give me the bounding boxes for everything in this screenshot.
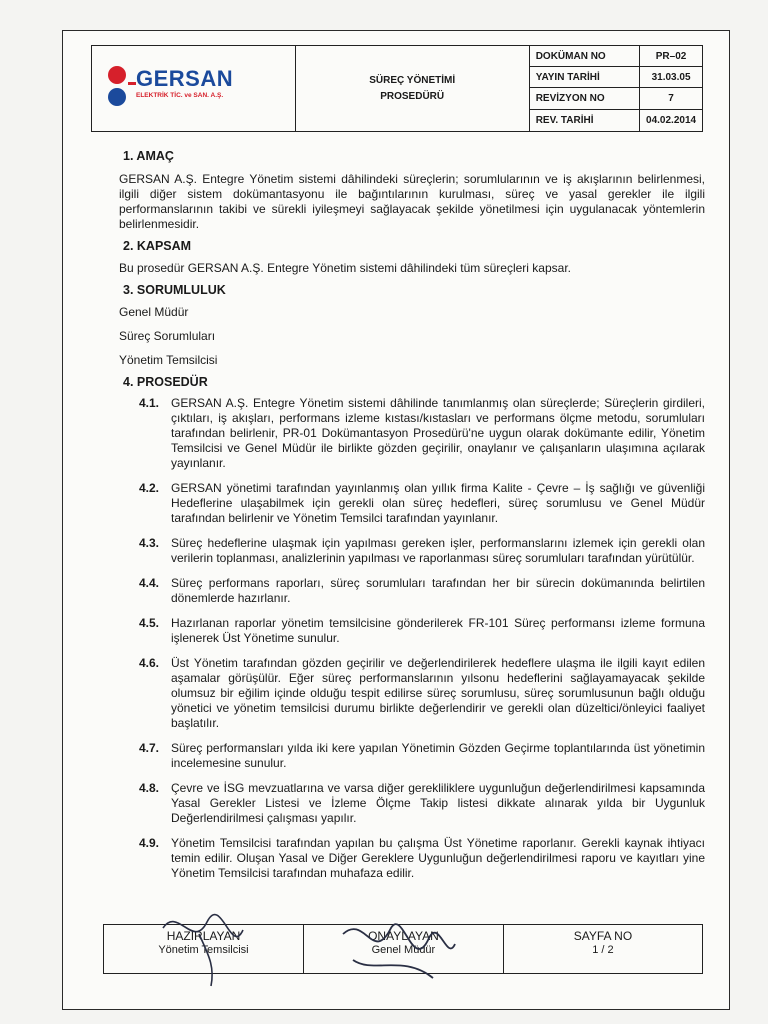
procedure-item-number: 4.7.: [139, 741, 160, 755]
meta-value: 7: [640, 88, 703, 110]
procedure-item-text: Yönetim Temsilcisi tarafından yapılan bu çalışma Üst Yönetime raporlanır. Gerekli kaynak ihtiyacı temin edilir. Oluşan Yasal ve Diğer Gereklere Uygunluğun değerlendirilmesi raporu ve kayıtları yine Yönetim Temsilcisi tarafından muhafaza edilir.: [171, 836, 705, 880]
section-text-kapsam: Bu prosedür GERSAN A.Ş. Entegre Yönetim sistemi dâhilindeki tüm süreçleri kapsar.: [119, 261, 571, 275]
procedure-item-text: Hazırlanan raporlar yönetim temsilcisine gönderilerek FR-101 Süreç performansı izleme formuna işlenerek Üst Yönetime sunulur.: [171, 616, 705, 645]
procedure-item-text: GERSAN A.Ş. Entegre Yönetim sistemi dâhilinde tanımlanmış olan süreçlerde; Süreçlerin girdileri, çıktıları, iş akışları, performans izleme kıstası/kıstasları ve performans ölçme metodu, sorumluları tarafından belirlenir, PR-01 Dokümantasyon Prosedürü'ne uygun olarak dokümante edilir, Yönetim Temsilcisi ve Genel Müdür ile birlikte gözden geçirilir, onaylanır ve çalışanların ulaşımına açılarak yayınlanır.: [171, 396, 705, 470]
meta-label: REV. TARİHİ: [529, 110, 639, 132]
procedure-item: [119, 836, 705, 881]
prepared-label: HAZIRLAYAN: [166, 929, 241, 943]
procedure-item-number: 4.1.: [139, 396, 160, 410]
procedure-item-number: 4.9.: [139, 836, 160, 850]
procedure-item: [119, 781, 705, 826]
logo-cell: [92, 46, 296, 132]
procedure-item-number: 4.3.: [139, 536, 160, 550]
responsible-item: Genel Müdür: [119, 305, 189, 319]
procedure-item-number: 4.8.: [139, 781, 160, 795]
approved-by: Genel Müdür: [371, 944, 436, 956]
procedure-item-text: Süreç hedeflerine ulaşmak için yapılması gereken işler, performanslarını izlemek için gerekli olan verilerin toplanması, analizlerinin yapılması ve raporlanması süreç sorumluları tarafından yürütülür.: [171, 536, 705, 565]
title-line-2: PROSEDÜRÜ: [380, 90, 445, 102]
procedure-item: [119, 536, 705, 566]
section-heading-sorumluluk: 3. SORUMLULUK: [123, 283, 226, 297]
procedure-item-text: Çevre ve İSG mevzuatlarına ve varsa diğer gerekliliklere uygunluğun değerlendirilmesi kapsamında Yasal Gerekler Listesi ve İzleme Ölçme Takip listesi dikkate alınarak yılda bir Uygunluk Değerlendirilmesi çalışması yapılır.: [171, 781, 705, 825]
section-text-amac: GERSAN A.Ş. Entegre Yönetim sistemi dâhilindeki süreçlerin; sorumlularının ve iş akışlarının belirlenmesi, ilgili diğer sistem dokümantasyonu ile bağıntılarının kurulması, süreç ve yasal gerekler ile ilgili performanslarının takibi ve sürekli iyileşmeyi sağlayacak şekilde yönetilmesi için uygulanacak yöntemlerin belirlenmesidir.: [119, 172, 705, 231]
logo-bar-icon: [128, 82, 136, 85]
gersan-logo: [104, 66, 284, 114]
page-number: 1 / 2: [592, 944, 614, 956]
document-title: [295, 46, 529, 132]
logo-subtitle: ELEKTRİK TİC. ve SAN. A.Ş.: [136, 92, 224, 99]
procedure-item-text: Süreç performans raporları, süreç sorumluları tarafından her bir sürecin dokümanında belirtilen dönemlerde hazırlanır.: [171, 576, 705, 605]
meta-label: YAYIN TARİHİ: [529, 67, 639, 88]
meta-value: 31.03.05: [640, 67, 703, 88]
section-heading-kapsam: 2. KAPSAM: [123, 239, 192, 253]
responsible-item: Süreç Sorumluları: [119, 329, 216, 343]
meta-value: 04.02.2014: [640, 110, 703, 132]
procedure-item-number: 4.4.: [139, 576, 160, 590]
meta-label: REVİZYON NO: [529, 88, 639, 110]
logo-name: GERSAN: [136, 66, 234, 91]
page-label: SAYFA NO: [573, 929, 633, 943]
signature-approved: [343, 924, 455, 978]
procedure-item-number: 4.2.: [139, 481, 160, 495]
signature-footer: [103, 924, 705, 974]
meta-value: PR–02: [640, 46, 703, 67]
procedure-item-text: GERSAN yönetimi tarafından yayınlanmış olan yıllık firma Kalite - Çevre – İş sağlığı ve güvenliği Hedeflerine ulaşabilmek için gerekli olan süreç hedefleri, süreç sorumlusu ve Genel Müdür tarafından belirlenir ve Yönetim Temsilci tarafından yayınlanır.: [171, 481, 705, 525]
logo-blue-dot-icon: [108, 88, 126, 106]
procedure-item: [119, 741, 705, 771]
responsible-item: Yönetim Temsilcisi: [119, 353, 218, 367]
procedure-item: [119, 656, 705, 731]
section-heading-prosedur: 4. PROSEDÜR: [123, 375, 208, 389]
title-line-1: SÜREÇ YÖNETİMİ: [369, 74, 456, 86]
procedure-item: [119, 616, 705, 646]
procedure-item: [119, 576, 705, 606]
document-body: [119, 149, 705, 881]
logo-red-dot-icon: [108, 66, 126, 84]
section-heading-amac: 1. AMAÇ: [123, 149, 174, 163]
procedure-item-text: Süreç performansları yılda iki kere yapılan Yönetimin Gözden Geçirme toplantılarında üst yönetimin incelemesine sunulur.: [171, 741, 705, 770]
meta-label: DOKÜMAN NO: [529, 46, 639, 67]
document-header: [91, 45, 703, 131]
document-page: [62, 30, 730, 1010]
prepared-by: Yönetim Temsilcisi: [158, 944, 249, 956]
procedure-item-text: Üst Yönetim tarafından gözden geçirilir ve değerlendirilerek hedeflere ulaşma ile ilgili kayıt edilen aşamalar görüşülür. Eğer süreç performanslarının yılsonu hedeflerini sağlayamayacak şekilde olumsuz bir eğilim içinde olduğu tespit edilirse süreç sorumlusu, süreç sorumlusunun bağlı olduğu yönetici ve yönetim temsilcisi durumu birlikte değerlendirir ve gerekli olan düzeltici/önleyici faaliyet başlatılır.: [171, 656, 705, 730]
procedure-item-number: 4.5.: [139, 616, 160, 630]
approved-label: ONAYLAYAN: [368, 929, 439, 943]
procedure-item-number: 4.6.: [139, 656, 160, 670]
signature-prepared: [163, 915, 243, 986]
procedure-item: [119, 396, 705, 471]
procedure-item: [119, 481, 705, 526]
handwritten-signatures: [103, 904, 703, 994]
